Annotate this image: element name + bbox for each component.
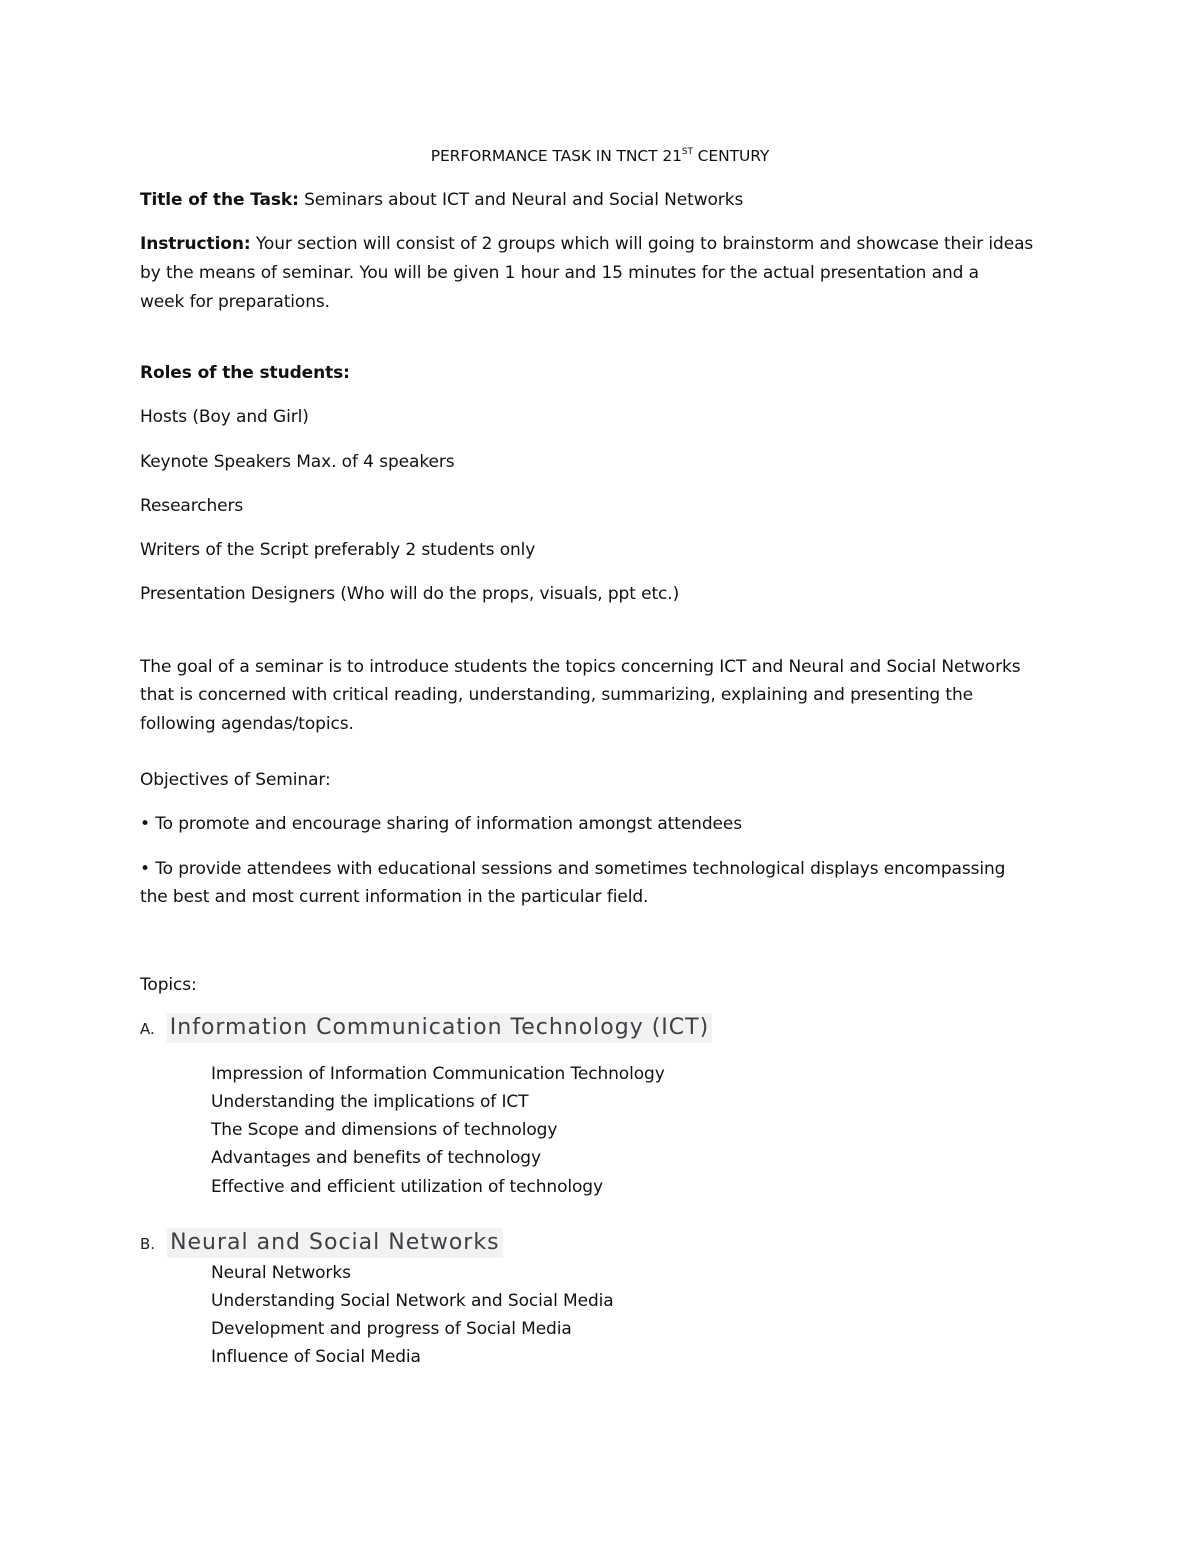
topic-a-item: Effective and efficient utilization of technology: [211, 1177, 603, 1197]
topic-b-item: Development and progress of Social Media: [211, 1319, 572, 1339]
topic-b-heading: [140, 1228, 503, 1258]
heading-text-after: CENTURY: [692, 147, 770, 165]
topic-b-letter: B.: [140, 1235, 156, 1253]
topic-b-item: Neural Networks: [211, 1263, 351, 1283]
role-item: Writers of the Script preferably 2 students only: [140, 540, 536, 560]
heading-superscript: ST: [681, 147, 693, 157]
role-item: Researchers: [140, 496, 244, 516]
topic-a-item: Advantages and benefits of technology: [211, 1148, 541, 1168]
objectives-heading: Objectives of Seminar:: [140, 770, 331, 790]
instruction-label: Instruction:: [140, 234, 251, 254]
task-title-line: [140, 190, 743, 210]
heading-text: PERFORMANCE TASK IN TNCT 21: [430, 147, 682, 165]
objective-bullet-2-line-2: the best and most current information in the particular field.: [140, 887, 649, 907]
roles-heading: Roles of the students:: [140, 363, 350, 383]
topic-b-item: Influence of Social Media: [211, 1347, 421, 1367]
topic-a-item: The Scope and dimensions of technology: [211, 1120, 558, 1140]
objective-bullet-1: • To promote and encourage sharing of information amongst attendees: [140, 814, 742, 834]
topic-a-item: Impression of Information Communication Technology: [211, 1064, 665, 1084]
document-heading: [0, 146, 1200, 166]
instruction-line-2: by the means of seminar. You will be given 1 hour and 15 minutes for the actual presentation and a: [140, 263, 979, 283]
topic-a-item: Understanding the implications of ICT: [211, 1092, 529, 1112]
role-item: Presentation Designers (Who will do the props, visuals, ppt etc.): [140, 584, 680, 604]
goal-line-2: that is concerned with critical reading, understanding, summarizing, explaining and presenting the: [140, 685, 973, 705]
topic-b-item: Understanding Social Network and Social Media: [211, 1291, 614, 1311]
goal-line-3: following agendas/topics.: [140, 714, 354, 734]
objective-bullet-2-line-1: • To provide attendees with educational sessions and sometimes technological displays encompassing: [140, 859, 1006, 879]
topics-heading: Topics:: [140, 975, 197, 995]
topic-a-title: Information Communication Technology (ICT): [167, 1013, 712, 1043]
task-title-label: Title of the Task:: [140, 190, 299, 210]
instruction-line-3: week for preparations.: [140, 292, 330, 312]
task-title-value: Seminars about ICT and Neural and Social Networks: [298, 190, 744, 210]
goal-line-1: The goal of a seminar is to introduce students the topics concerning ICT and Neural and Social Networks: [140, 657, 1021, 677]
topic-b-title: Neural and Social Networks: [167, 1228, 503, 1258]
role-item: Keynote Speakers Max. of 4 speakers: [140, 452, 455, 472]
instruction-line-1: [140, 234, 1033, 254]
topic-a-heading: [140, 1013, 712, 1043]
instruction-text-1: Your section will consist of 2 groups which will going to brainstorm and showcase their ideas: [250, 234, 1034, 254]
topic-a-letter: A.: [140, 1020, 155, 1038]
role-item: Hosts (Boy and Girl): [140, 407, 309, 427]
